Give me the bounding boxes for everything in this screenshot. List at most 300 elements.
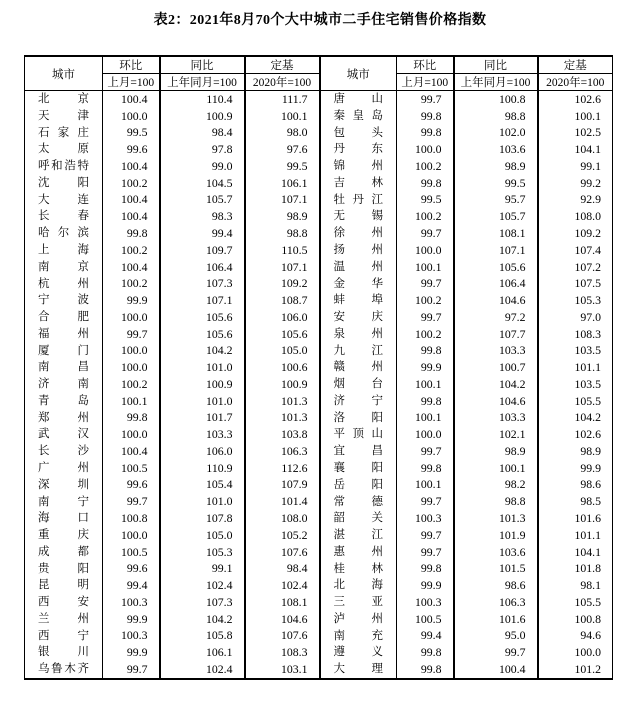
mom-index-value: 99.6 [103,477,160,494]
mom-index-value: 100.2 [397,326,454,343]
city-name-cell: 扬 州 [320,242,397,259]
mom-index-value: 99.9 [103,611,160,628]
yoy-index-value: 98.8 [454,108,538,125]
yoy-index-value: 107.7 [454,326,538,343]
city-name-cell: 重 庆 [25,527,103,544]
yoy-index-value: 107.1 [454,242,538,259]
mom-index-value: 100.1 [397,477,454,494]
city-name-cell: 太 原 [25,141,103,158]
mom-index-value: 100.3 [103,594,160,611]
mom-index-value: 100.1 [397,259,454,276]
table-row [25,527,613,544]
fixed-index-value: 100.9 [245,376,320,393]
yoy-index-value: 106.4 [454,275,538,292]
mom-index-value: 99.5 [103,125,160,142]
city-name-cell: 哈 尔 滨 [25,225,103,242]
fixed-index-value: 108.3 [574,326,601,341]
mom-index-value: 99.6 [103,141,160,158]
yoy-index-value: 107.3 [160,275,245,292]
yoy-index-value: 98.3 [160,208,245,225]
city-name-cell: 丹 东 [320,141,397,158]
fixed-index-value: 103.5 [574,343,601,358]
city-name-cell: 青 岛 [25,393,103,410]
mom-index-value: 100.4 [103,192,160,209]
table-row [25,309,613,326]
fixed-index-value: 92.9 [580,192,601,207]
yoy-index-value: 105.6 [160,326,245,343]
mom-index-value: 99.4 [103,577,160,594]
yoy-index-value: 106.3 [454,594,538,611]
city-name-cell: 济 宁 [320,393,397,410]
table-row [25,544,613,561]
yoy-index-value: 101.7 [160,410,245,427]
city-name-cell: 厦 门 [25,342,103,359]
fixed-index-value: 99.1 [580,158,601,173]
table-row [25,443,613,460]
yoy-index-value: 104.5 [160,175,245,192]
mom-index-value: 100.3 [103,628,160,645]
yoy-index-value: 105.7 [160,192,245,209]
mom-index-value: 99.9 [103,644,160,661]
yoy-index-value: 103.3 [454,342,538,359]
city-name-cell: 安 庆 [320,309,397,326]
yoy-index-value: 100.9 [160,376,245,393]
table-row [25,560,613,577]
mom-index-value: 100.1 [397,410,454,427]
fixed-index-value: 100.6 [245,359,320,376]
mom-index-value: 100.2 [103,175,160,192]
table-row [25,594,613,611]
table-body [25,91,613,679]
yoy-index-value: 110.4 [160,91,245,108]
city-name-cell: 常 德 [320,493,397,510]
table-row [25,661,613,679]
mom-index-value: 100.4 [103,208,160,225]
mom-index-value: 99.7 [397,309,454,326]
mom-index-value: 99.7 [397,225,454,242]
mom-index-value: 100.1 [103,393,160,410]
yoy-index-value: 95.0 [454,628,538,645]
mom-index-value: 100.2 [103,242,160,259]
mom-index-value: 99.8 [397,560,454,577]
mom-index-value: 100.5 [397,611,454,628]
fixed-index-value: 98.5 [580,494,601,509]
city-name-cell: 北 海 [320,577,397,594]
city-name-cell: 湛 江 [320,527,397,544]
fixed-index-value: 106.3 [245,443,320,460]
fixed-index-value: 108.3 [245,644,320,661]
fixed-index-value: 100.1 [574,108,601,123]
city-name-cell: 贵 阳 [25,560,103,577]
price-index-table [24,55,613,680]
city-name-cell: 九 江 [320,342,397,359]
city-name-cell: 三 亚 [320,594,397,611]
table-row [25,108,613,125]
city-name-cell: 杭 州 [25,275,103,292]
fixed-index-value: 99.5 [245,158,320,175]
header-yoy-right: 同比 [454,56,538,74]
fixed-index-value: 107.1 [245,259,320,276]
city-name-cell: 昆 明 [25,577,103,594]
city-name-cell: 桂 林 [320,560,397,577]
yoy-index-value: 100.1 [454,460,538,477]
city-name-cell: 武 汉 [25,426,103,443]
fixed-index-value: 98.1 [580,578,601,593]
fixed-index-value: 104.2 [574,410,601,425]
city-name-cell: 北 京 [25,91,103,108]
mom-index-value: 99.7 [103,493,160,510]
fixed-index-value: 104.6 [245,611,320,628]
city-name-cell: 大 理 [320,661,397,679]
table-row [25,175,613,192]
mom-index-value: 100.0 [103,108,160,125]
city-name-cell: 赣 州 [320,359,397,376]
fixed-index-value: 107.4 [574,242,601,257]
mom-index-value: 99.8 [397,125,454,142]
table-row [25,141,613,158]
table-row [25,225,613,242]
city-name-cell: 宜 昌 [320,443,397,460]
fixed-index-value: 100.1 [245,108,320,125]
mom-index-value: 100.0 [103,426,160,443]
fixed-index-value: 101.1 [574,527,601,542]
city-name-cell: 南 京 [25,259,103,276]
city-name-cell: 唐 山 [320,91,397,108]
yoy-index-value: 100.8 [454,91,538,108]
yoy-index-value: 97.2 [454,309,538,326]
mom-index-value: 99.7 [397,91,454,108]
table-row [25,158,613,175]
table-row [25,477,613,494]
yoy-index-value: 102.1 [454,426,538,443]
yoy-index-value: 99.5 [454,175,538,192]
yoy-index-value: 103.3 [454,410,538,427]
mom-index-value: 99.5 [397,192,454,209]
city-name-cell: 徐 州 [320,225,397,242]
city-name-cell: 西 安 [25,594,103,611]
fixed-index-value: 105.3 [574,293,601,308]
fixed-index-value: 107.6 [245,628,320,645]
fixed-index-value: 101.2 [574,661,601,676]
fixed-index-value: 104.1 [574,544,601,559]
mom-index-value: 99.8 [397,108,454,125]
city-name-cell: 韶 关 [320,510,397,527]
header-city-right: 城市 [320,56,397,91]
mom-index-value: 99.8 [103,410,160,427]
fixed-index-value: 99.9 [580,460,601,475]
fixed-index-value: 98.9 [580,443,601,458]
city-name-cell: 银 川 [25,644,103,661]
city-name-cell: 岳 阳 [320,477,397,494]
yoy-index-value: 107.3 [160,594,245,611]
yoy-index-value: 105.8 [160,628,245,645]
city-name-cell: 包 头 [320,125,397,142]
yoy-index-value: 101.9 [454,527,538,544]
mom-index-value: 100.5 [103,460,160,477]
city-name-cell: 西 宁 [25,628,103,645]
mom-index-value: 99.8 [397,661,454,679]
yoy-index-value: 106.0 [160,443,245,460]
table-row [25,259,613,276]
yoy-index-value: 102.4 [160,577,245,594]
mom-index-value: 100.2 [397,292,454,309]
yoy-index-value: 101.5 [454,560,538,577]
mom-index-value: 100.2 [397,158,454,175]
header-mom-right: 环比 [397,56,454,74]
city-name-cell: 泸 州 [320,611,397,628]
fixed-index-value: 105.6 [245,326,320,343]
yoy-index-value: 104.6 [454,292,538,309]
yoy-index-value: 105.0 [160,527,245,544]
mom-index-value: 99.8 [397,644,454,661]
table-row [25,460,613,477]
yoy-index-value: 98.6 [454,577,538,594]
city-name-cell: 蚌 埠 [320,292,397,309]
yoy-index-value: 103.6 [454,544,538,561]
yoy-index-value: 97.8 [160,141,245,158]
yoy-index-value: 106.1 [160,644,245,661]
mom-index-value: 100.4 [103,158,160,175]
mom-index-value: 100.2 [103,376,160,393]
fixed-index-value: 109.2 [245,275,320,292]
fixed-index-value: 98.8 [245,225,320,242]
city-name-cell: 深 圳 [25,477,103,494]
city-name-cell: 成 都 [25,544,103,561]
city-name-cell: 天 津 [25,108,103,125]
yoy-index-value: 102.4 [160,661,245,679]
yoy-index-value: 95.7 [454,192,538,209]
yoy-index-value: 98.9 [454,158,538,175]
mom-index-value: 100.5 [103,544,160,561]
table-row [25,426,613,443]
fixed-index-value: 105.5 [574,594,601,609]
mom-index-value: 100.4 [103,91,160,108]
header-yoy-left: 同比 [160,56,245,74]
fixed-index-value: 110.5 [245,242,320,259]
table-row [25,242,613,259]
header-mom-base-right: 上月=100 [397,74,454,91]
table-row [25,292,613,309]
city-name-cell: 合 肥 [25,309,103,326]
yoy-index-value: 100.7 [454,359,538,376]
mom-index-value: 99.7 [397,527,454,544]
mom-index-value: 100.2 [103,275,160,292]
table-row [25,125,613,142]
yoy-index-value: 99.4 [160,225,245,242]
fixed-index-value: 106.0 [245,309,320,326]
fixed-index-value: 97.6 [245,141,320,158]
mom-index-value: 99.9 [397,577,454,594]
fixed-index-value: 103.5 [574,376,601,391]
fixed-index-value: 112.6 [245,460,320,477]
city-name-cell: 长 沙 [25,443,103,460]
yoy-index-value: 103.3 [160,426,245,443]
mom-index-value: 99.7 [103,661,160,679]
fixed-index-value: 108.0 [574,209,601,224]
fixed-index-value: 98.4 [245,560,320,577]
fixed-index-value: 102.4 [245,577,320,594]
fixed-index-value: 101.1 [574,360,601,375]
mom-index-value: 100.4 [103,443,160,460]
table-title: 表2：2021年8月70个大中城市二手住宅销售价格指数 [153,13,487,28]
fixed-index-value: 107.9 [245,477,320,494]
mom-index-value: 99.7 [397,443,454,460]
header-mom-left: 环比 [103,56,160,74]
city-name-cell: 泉 州 [320,326,397,343]
table-row [25,493,613,510]
fixed-index-value: 105.2 [245,527,320,544]
table-row [25,611,613,628]
fixed-index-value: 98.6 [580,477,601,492]
header-mom-base-left: 上月=100 [103,74,160,91]
fixed-index-value: 108.0 [245,510,320,527]
table-row [25,359,613,376]
city-name-cell: 石 家 庄 [25,125,103,142]
mom-index-value: 99.8 [103,225,160,242]
mom-index-value: 100.2 [397,208,454,225]
city-name-cell: 遵 义 [320,644,397,661]
mom-index-value: 100.0 [103,309,160,326]
yoy-index-value: 98.4 [160,125,245,142]
yoy-index-value: 99.7 [454,644,538,661]
mom-index-value: 99.7 [397,544,454,561]
fixed-index-value: 101.8 [574,561,601,576]
fixed-index-value: 105.0 [245,342,320,359]
fixed-index-value: 102.6 [574,427,601,442]
yoy-index-value: 105.4 [160,477,245,494]
yoy-index-value: 98.8 [454,493,538,510]
fixed-index-value: 101.3 [245,393,320,410]
mom-index-value: 99.7 [103,326,160,343]
header-yoy-base-left: 上年同月=100 [160,74,245,91]
table-row [25,644,613,661]
city-name-cell: 烟 台 [320,376,397,393]
mom-index-value: 100.0 [103,342,160,359]
fixed-index-value: 108.7 [245,292,320,309]
yoy-index-value: 99.1 [160,560,245,577]
fixed-index-value: 109.2 [574,226,601,240]
yoy-index-value: 109.7 [160,242,245,259]
city-name-cell: 上 海 [25,242,103,259]
yoy-index-value: 104.2 [454,376,538,393]
city-name-cell: 福 州 [25,326,103,343]
city-name-cell: 襄 阳 [320,460,397,477]
yoy-index-value: 108.1 [454,225,538,242]
fixed-index-value: 98.9 [245,208,320,225]
city-name-cell: 济 南 [25,376,103,393]
yoy-index-value: 100.4 [454,661,538,679]
yoy-index-value: 105.6 [160,309,245,326]
header-fixedbase-base-right: 2020年=100 [538,74,613,91]
yoy-index-value: 104.2 [160,611,245,628]
table-row [25,275,613,292]
fixed-index-value: 94.6 [580,628,601,643]
city-name-cell: 锦 州 [320,158,397,175]
mom-index-value: 99.8 [397,460,454,477]
yoy-index-value: 101.0 [160,493,245,510]
fixed-index-value: 104.1 [574,142,601,157]
fixed-index-value: 103.8 [245,426,320,443]
mom-index-value: 100.4 [103,259,160,276]
table-row [25,208,613,225]
mom-index-value: 99.8 [397,342,454,359]
city-name-cell: 南 昌 [25,359,103,376]
fixed-index-value: 106.1 [245,175,320,192]
city-name-cell: 温 州 [320,259,397,276]
city-name-cell: 兰 州 [25,611,103,628]
city-name-cell: 牡 丹 江 [320,192,397,209]
fixed-index-value: 108.1 [245,594,320,611]
city-name-cell: 广 州 [25,460,103,477]
table-row [25,628,613,645]
yoy-index-value: 99.0 [160,158,245,175]
mom-index-value: 100.0 [397,141,454,158]
city-name-cell: 无 锡 [320,208,397,225]
yoy-index-value: 104.2 [160,342,245,359]
fixed-index-value: 101.6 [574,511,601,526]
fixed-index-value: 100.0 [574,645,601,660]
mom-index-value: 99.9 [397,359,454,376]
yoy-index-value: 101.0 [160,359,245,376]
city-name-cell: 南 宁 [25,493,103,510]
table-row [25,510,613,527]
mom-index-value: 99.7 [397,275,454,292]
fixed-index-value: 107.1 [245,192,320,209]
mom-index-value: 99.8 [397,393,454,410]
yoy-index-value: 106.4 [160,259,245,276]
header-fixedbase-base-left: 2020年=100 [245,74,320,91]
mom-index-value: 99.8 [397,175,454,192]
city-name-cell: 长 春 [25,208,103,225]
mom-index-value: 100.0 [397,242,454,259]
mom-index-value: 100.0 [397,426,454,443]
mom-index-value: 100.3 [397,594,454,611]
table-row [25,577,613,594]
city-name-cell: 海 口 [25,510,103,527]
yoy-index-value: 107.8 [160,510,245,527]
yoy-index-value: 103.6 [454,141,538,158]
mom-index-value: 100.3 [397,510,454,527]
mom-index-value: 99.6 [103,560,160,577]
fixed-index-value: 100.8 [574,611,601,626]
yoy-index-value: 101.3 [454,510,538,527]
yoy-index-value: 101.6 [454,611,538,628]
yoy-index-value: 98.9 [454,443,538,460]
header-city-left: 城市 [25,56,103,91]
yoy-index-value: 98.2 [454,477,538,494]
city-name-cell: 南 充 [320,628,397,645]
fixed-index-value: 111.7 [245,91,320,108]
header-yoy-base-right: 上年同月=100 [454,74,538,91]
header-fixedbase-right: 定基 [538,56,613,74]
city-name-cell: 乌 鲁 木 齐 [25,661,103,679]
fixed-index-value: 102.5 [574,125,601,140]
city-name-cell: 宁 波 [25,292,103,309]
yoy-index-value: 104.6 [454,393,538,410]
city-name-cell: 惠 州 [320,544,397,561]
table-row [25,376,613,393]
city-name-cell: 秦 皇 岛 [320,108,397,125]
fixed-index-value: 97.0 [580,309,601,324]
mom-index-value: 100.8 [103,510,160,527]
city-name-cell: 金 华 [320,275,397,292]
yoy-index-value: 105.7 [454,208,538,225]
fixed-index-value: 107.2 [574,259,601,274]
yoy-index-value: 100.9 [160,108,245,125]
table-row [25,393,613,410]
fixed-index-value: 101.3 [245,410,320,427]
city-name-cell: 呼 和 浩 特 [25,158,103,175]
